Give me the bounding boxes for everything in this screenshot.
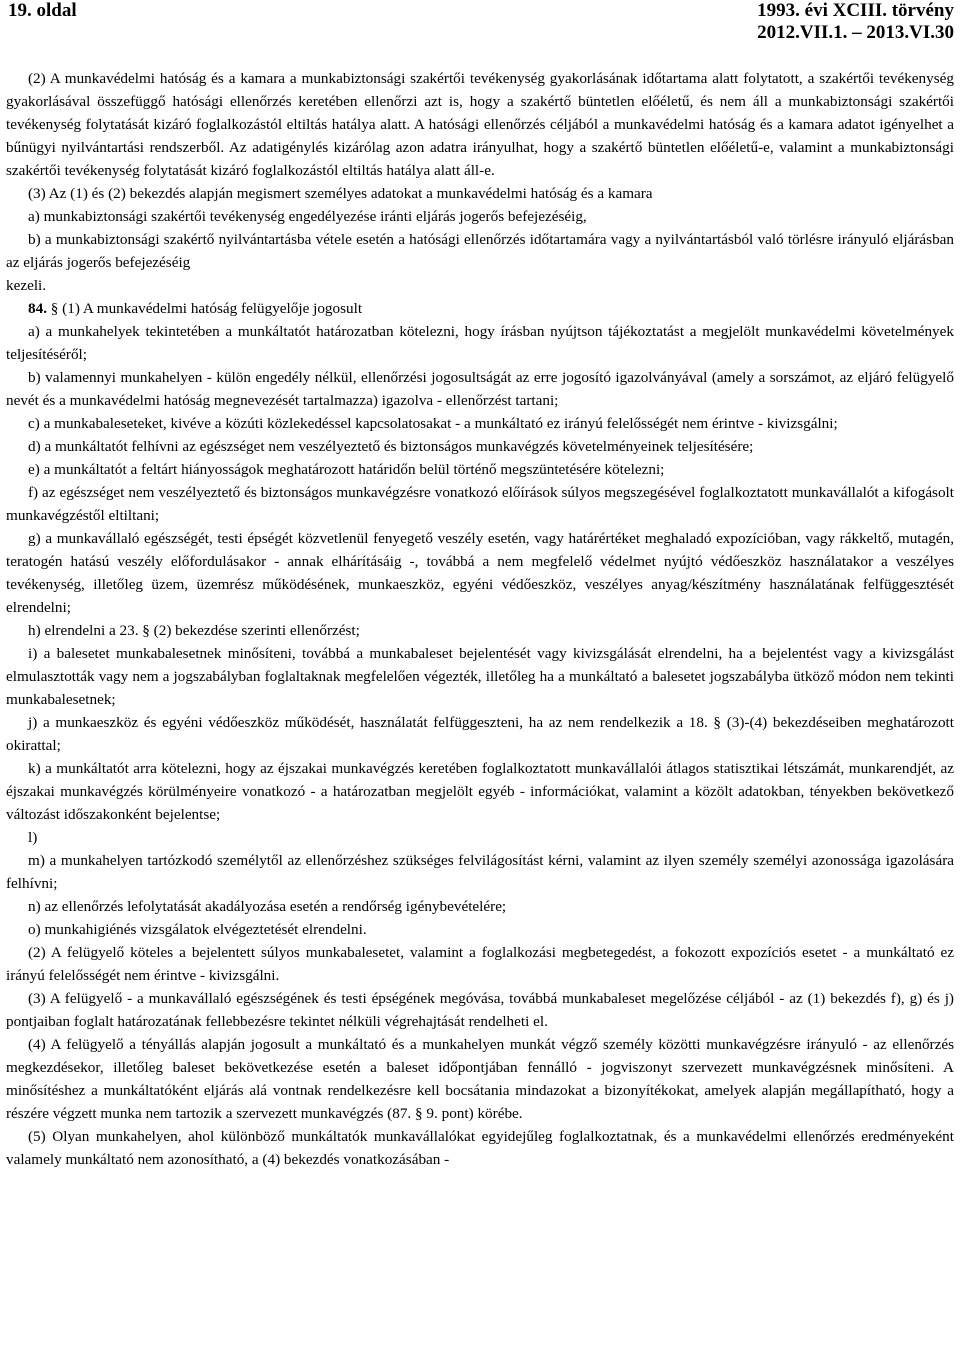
paragraph: (2) A munkavédelmi hatóság és a kamara a munkabiztonsági szakértői tevékenység gyakorlásának időtartama alatt folytatott, a szakértői tevékenység gyakorlásával összefüggő hatósági ellenőrzés keretében ellenőrzi azt is, hogy a szakértő büntetlen előéletű, és nem áll a munkabiztonsági szakértői tevékenység folytatását kizáró foglalkozástól eltiltás hatálya alatt. A hatósági ellenőrzés céljából a munkavédelmi hatóság és a kamara adatot igényelhet a bűnügyi nyilvántartási rendszerből. Az adatigénylés kizárólag azon adatra irányulhat, hogy a szakértő büntetlen előéletű-e, valamint a munkabiztonsági szakértői tevékenység folytatását kizáró foglalkozástól eltiltás hatálya alatt áll-e.: [6, 70, 954, 179]
paragraph: b) a munkabiztonsági szakértő nyilvántartásba vétele esetén a hatósági ellenőrzés időtartamára vagy a nyilvántartásból való törlésre irányuló eljárásban az eljárás jogerős befejezéséig: [6, 231, 954, 271]
paragraph: i) a balesetet munkabalesetnek minősíteni, továbbá a munkabaleset bejelentését vagy kivizsgálását elrendelni, ha a bejelentést vagy a kivizsgálást elmulasztották vagy nem a jogszabályban foglaltaknak megfelelően végezték, illetőleg ha a munkáltató a balesetet jogszabályba ütköző módon nem tekinti munkabalesetnek;: [6, 645, 954, 708]
paragraph: o) munkahigiénés vizsgálatok elvégeztetését elrendelni.: [28, 921, 367, 938]
page-number: 19. oldal: [8, 0, 77, 21]
page-header: [0, 0, 960, 44]
paragraph: e) a munkáltatót a feltárt hiányosságok meghatározott határidőn belül történő megszüntetésére kötelezni;: [28, 461, 665, 478]
section-number: 84.: [28, 300, 47, 317]
document-body: [6, 67, 954, 1171]
paragraph: d) a munkáltatót felhívni az egészséget nem veszélyeztető és biztonságos munkavégzés követelményeinek teljesítésére;: [28, 438, 754, 455]
paragraph: l): [28, 829, 38, 846]
paragraph: h) elrendelni a 23. § (2) bekezdése szerinti ellenőrzést;: [28, 622, 360, 639]
paragraph: k) a munkáltatót arra kötelezni, hogy az éjszakai munkavégzés keretében foglalkoztatott munkavállalói átlagos statisztikai létszámát, munkarendjét, az éjszakai munkavégzés körülményeire vonatkozó - a határozatban megjelölt egyéb - információkat, valamint a közölt adatokban, tényekben bekövetkező változást időszakonként bejelentse;: [6, 760, 954, 823]
law-period: 2012.VII.1. – 2013.VI.30: [757, 22, 954, 43]
section-84-heading: 84. § (1) A munkavédelmi hatóság felügyelője jogosult: [28, 300, 363, 317]
paragraph: a) munkabiztonsági szakértői tevékenység engedélyezése iránti eljárás jogerős befejezéséig,: [28, 208, 587, 225]
paragraph: m) a munkahelyen tartózkodó személytől az ellenőrzéshez szükséges felvilágosítást kérni, valamint az ilyen személy személyi azonossága igazolására felhívni;: [6, 852, 954, 892]
paragraph: (4) A felügyelő a tényállás alapján jogosult a munkáltató és a munkahelyen munkát végző személy közötti munkavégzésre irányuló - az ellenőrzés megkezdésekor, illetőleg baleset bekövetkezése esetén a baleset időpontjában fennálló - jogviszonyt szervezett munkavégzésnek minősíteni. A minősítéshez a munkáltatóként eljárás alá vontnak rendelkezésre kell bocsátania mindazokat a bizonyítékokat, amelyek alapján megállapítható, hogy a részére végzett munka nem tartozik a szervezett munkavégzés (87. § 9. pont) körébe.: [6, 1036, 954, 1122]
law-title-block: [757, 0, 954, 44]
paragraph: (2) A felügyelő köteles a bejelentett súlyos munkabalesetet, valamint a foglalkozási megbetegedést, a fokozott expozíciós esetet - a munkáltató ez irányú felelősségét nem érintve - kivizsgálni.: [6, 944, 954, 984]
paragraph: b) valamennyi munkahelyen - külön engedély nélkül, ellenőrzési jogosultságát az erre jogosító igazolványával (amely a sorszámot, az eljáró felügyelő nevét és a munkavédelmi hatóság megnevezését tartalmazza) igazolva - ellenőrzést tartani;: [6, 369, 954, 409]
paragraph: kezeli.: [6, 277, 47, 294]
paragraph: (3) A felügyelő - a munkavállaló egészségének és testi épségének megóvása, továbbá munkabaleset megelőzése céljából - az (1) bekezdés f), g) és j) pontjaiban foglalt határozatának fellebbezésre tekintet nélküli végrehajtását rendelheti el.: [6, 990, 954, 1030]
paragraph: n) az ellenőrzés lefolytatását akadályozása esetén a rendőrség igénybevételére;: [28, 898, 507, 915]
paragraph: c) a munkabaleseteket, kivéve a közúti közlekedéssel kapcsolatosakat - a munkáltató ez irányú felelősségét nem érintve - kivizsgálni;: [28, 415, 838, 432]
paragraph: (3) Az (1) és (2) bekezdés alapján megismert személyes adatokat a munkavédelmi hatóság és a kamara: [28, 185, 653, 202]
paragraph: j) a munkaeszköz és egyéni védőeszköz működését, használatát felfüggeszteni, ha az nem rendelkezik a 18. § (3)-(4) bekezdéseiben meghatározott okirattal;: [6, 714, 954, 754]
paragraph: f) az egészséget nem veszélyeztető és biztonságos munkavégzésre vonatkozó előírások súlyos megszegésével foglalkoztatott munkavállalót a kifogásolt munkavégzéstől eltiltani;: [6, 484, 954, 524]
paragraph: a) a munkahelyek tekintetében a munkáltatót határozatban kötelezni, hogy írásban nyújtson tájékoztatást a megjelölt munkavédelmi követelmények teljesítéséről;: [6, 323, 954, 363]
paragraph: (5) Olyan munkahelyen, ahol különböző munkáltatók munkavállalókat egyidejűleg foglalkoztatnak, és a munkavédelmi ellenőrzés eredményeként valamely munkáltató nem azonosítható, a (4) bekezdés vonatkozásában -: [6, 1128, 954, 1168]
paragraph: g) a munkavállaló egészségét, testi épségét közvetlenül fenyegető veszély esetén, vagy határértéket meghaladó expozícióban, vagy rákkeltő, mutagén, teratogén hatású veszély előfordulásakor - annak elhárításáig -, továbbá a nem megfelelő védelmet nyújtó védőeszköz használatakor a veszélyes tevékenység, illetőleg üzem, üzemrész működésének, munkaeszköz, egyéni védőeszköz, veszélyes anyag/készítmény használatának felfüggesztését elrendelni;: [6, 530, 954, 616]
law-title: 1993. évi XCIII. törvény: [757, 0, 954, 21]
